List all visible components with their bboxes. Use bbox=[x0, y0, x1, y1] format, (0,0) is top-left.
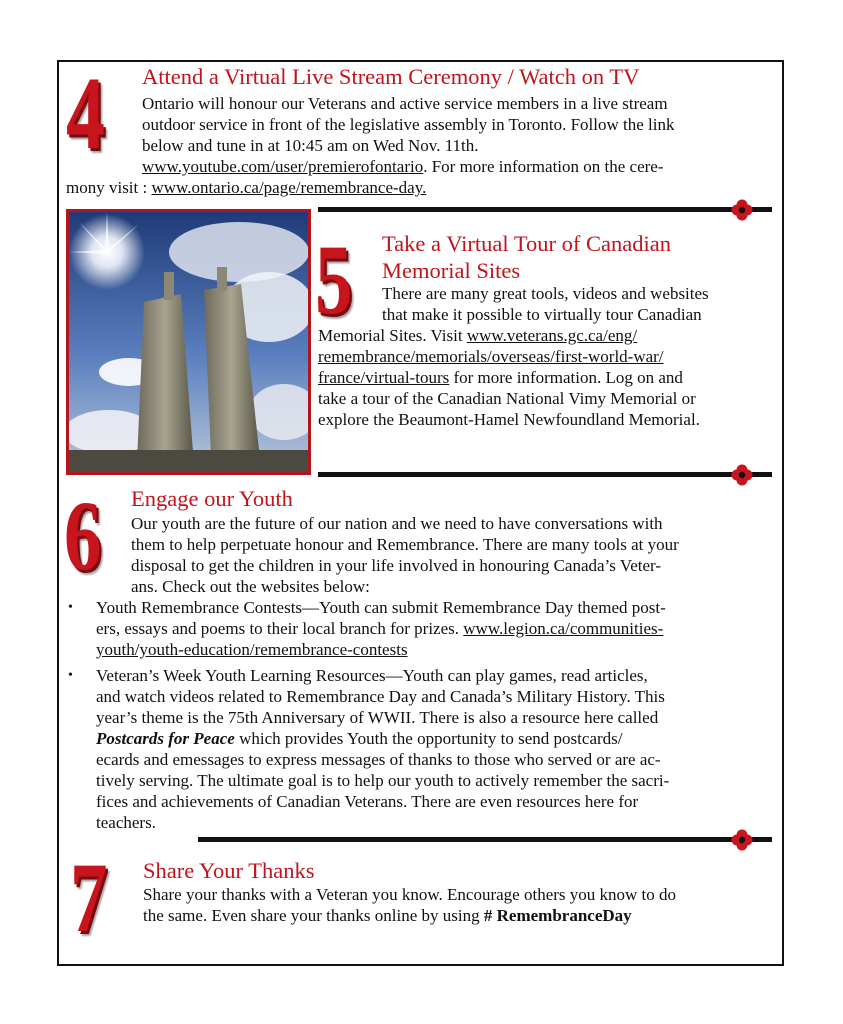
text-line: tively serving. The ultimate goal is to help our youth to actively remember the sacri- bbox=[96, 771, 670, 790]
poppy-icon bbox=[731, 829, 753, 851]
section-7-heading: Share Your Thanks bbox=[143, 858, 315, 883]
youth-learning-item bbox=[96, 665, 776, 833]
text-line: Our youth are the future of our nation and we need to have conversations with bbox=[131, 514, 663, 533]
text-fragment: mony visit : bbox=[66, 178, 152, 197]
text-fragment: . For more information on the cere- bbox=[423, 157, 664, 176]
section-6-heading: Engage our Youth bbox=[131, 486, 293, 511]
heading-line: Memorial Sites bbox=[382, 258, 521, 283]
poppy-icon bbox=[731, 464, 753, 486]
text-line bbox=[143, 905, 777, 926]
youtube-link[interactable]: www.youtube.com/user/premierofontario bbox=[142, 157, 424, 176]
text-line: year’s theme is the 75th Anniversary of WWII. There is also a resource here called bbox=[96, 708, 659, 727]
text-line bbox=[96, 618, 776, 639]
veterans-link-part-2[interactable]: remembrance/memorials/overseas/first-world-war/ bbox=[318, 347, 664, 366]
text-fragment: ers, essays and poems to their local branch for prizes. bbox=[96, 619, 464, 638]
text-line: disposal to get the children in your life involved in honouring Canada’s Veter- bbox=[131, 556, 662, 575]
legion-contests-link-a[interactable]: www.legion.ca/communities- bbox=[463, 619, 664, 638]
legion-contests-link-b[interactable]: youth/youth-education/remembrance-contests bbox=[96, 640, 408, 659]
text-line: ans. Check out the websites below: bbox=[131, 577, 370, 596]
text-line: take a tour of the Canadian National Vimy Memorial or bbox=[318, 389, 696, 408]
postcards-for-peace: Postcards for Peace bbox=[96, 729, 235, 748]
section-4-body bbox=[142, 93, 764, 177]
bullet-marker: • bbox=[68, 600, 73, 615]
text-line: fices and achievements of Canadian Veterans. There are even resources here for bbox=[96, 792, 639, 811]
youth-contests-item bbox=[96, 597, 776, 660]
text-line: Veteran’s Week Youth Learning Resources—Youth can play games, read articles, bbox=[96, 666, 648, 685]
text-line: Share your thanks with a Veteran you know. Encourage others you know to do bbox=[143, 885, 677, 904]
section-number-6: 6 bbox=[64, 480, 102, 591]
section-number-7: 7 bbox=[70, 842, 108, 953]
section-number-4: 4 bbox=[66, 56, 105, 171]
veterans-link-part-1[interactable]: www.veterans.gc.ca/eng/ bbox=[466, 326, 638, 345]
text-line: explore the Beaumont-Hamel Newfoundland Memorial. bbox=[318, 410, 700, 429]
text-line: them to help perpetuate honour and Remembrance. There are many tools at your bbox=[131, 535, 679, 554]
section-6-body bbox=[131, 513, 777, 597]
veterans-link-part-3[interactable]: france/virtual-tours bbox=[318, 368, 450, 387]
text-line bbox=[318, 346, 768, 367]
text-line bbox=[318, 325, 768, 346]
divider-rule bbox=[318, 207, 772, 212]
text-line: and watch videos related to Remembrance Day and Canada’s Military History. This bbox=[96, 687, 665, 706]
ontario-remembrance-link[interactable]: www.ontario.ca/page/remembrance-day. bbox=[151, 178, 427, 197]
text-fragment: the same. Even share your thanks online by using bbox=[143, 906, 484, 925]
text-line: outdoor service in front of the legislative assembly in Toronto. Follow the link bbox=[142, 115, 675, 134]
section-4-heading: Attend a Virtual Live Stream Ceremony / Watch on TV bbox=[142, 64, 640, 89]
text-line bbox=[318, 367, 768, 388]
section-4-last-line bbox=[66, 177, 766, 198]
section-7-body bbox=[143, 884, 777, 926]
text-line: teachers. bbox=[96, 813, 156, 832]
text-fragment: which provides Youth the opportunity to send postcards/ bbox=[234, 729, 623, 748]
text-line bbox=[66, 177, 766, 198]
divider-rule bbox=[318, 472, 772, 477]
divider-rule bbox=[198, 837, 772, 842]
poppy-icon bbox=[731, 199, 753, 221]
text-line: There are many great tools, videos and websites bbox=[382, 284, 709, 303]
vimy-memorial-photo bbox=[66, 209, 311, 475]
section-5-body bbox=[318, 325, 768, 430]
text-line: that make it possible to virtually tour Canadian bbox=[382, 305, 702, 324]
text-line bbox=[96, 639, 776, 660]
text-fragment: for more information. Log on and bbox=[449, 368, 683, 387]
text-line bbox=[142, 156, 764, 177]
section-number-5: 5 bbox=[315, 224, 353, 335]
remembrance-day-hashtag: # RemembranceDay bbox=[483, 906, 632, 925]
section-5-body-top bbox=[382, 283, 768, 325]
text-line: Ontario will honour our Veterans and active service members in a live stream bbox=[142, 94, 668, 113]
section-5-heading bbox=[382, 230, 671, 284]
text-line: below and tune in at 10:45 am on Wed Nov. 11th. bbox=[142, 136, 479, 155]
text-line bbox=[96, 728, 776, 749]
heading-line: Take a Virtual Tour of Canadian bbox=[382, 231, 671, 256]
bullet-marker: • bbox=[68, 668, 73, 683]
text-fragment: Memorial Sites. Visit bbox=[318, 326, 467, 345]
text-line: ecards and emessages to express messages of thanks to those who served or are ac- bbox=[96, 750, 661, 769]
text-line: Youth Remembrance Contests—Youth can submit Remembrance Day themed post- bbox=[96, 598, 666, 617]
